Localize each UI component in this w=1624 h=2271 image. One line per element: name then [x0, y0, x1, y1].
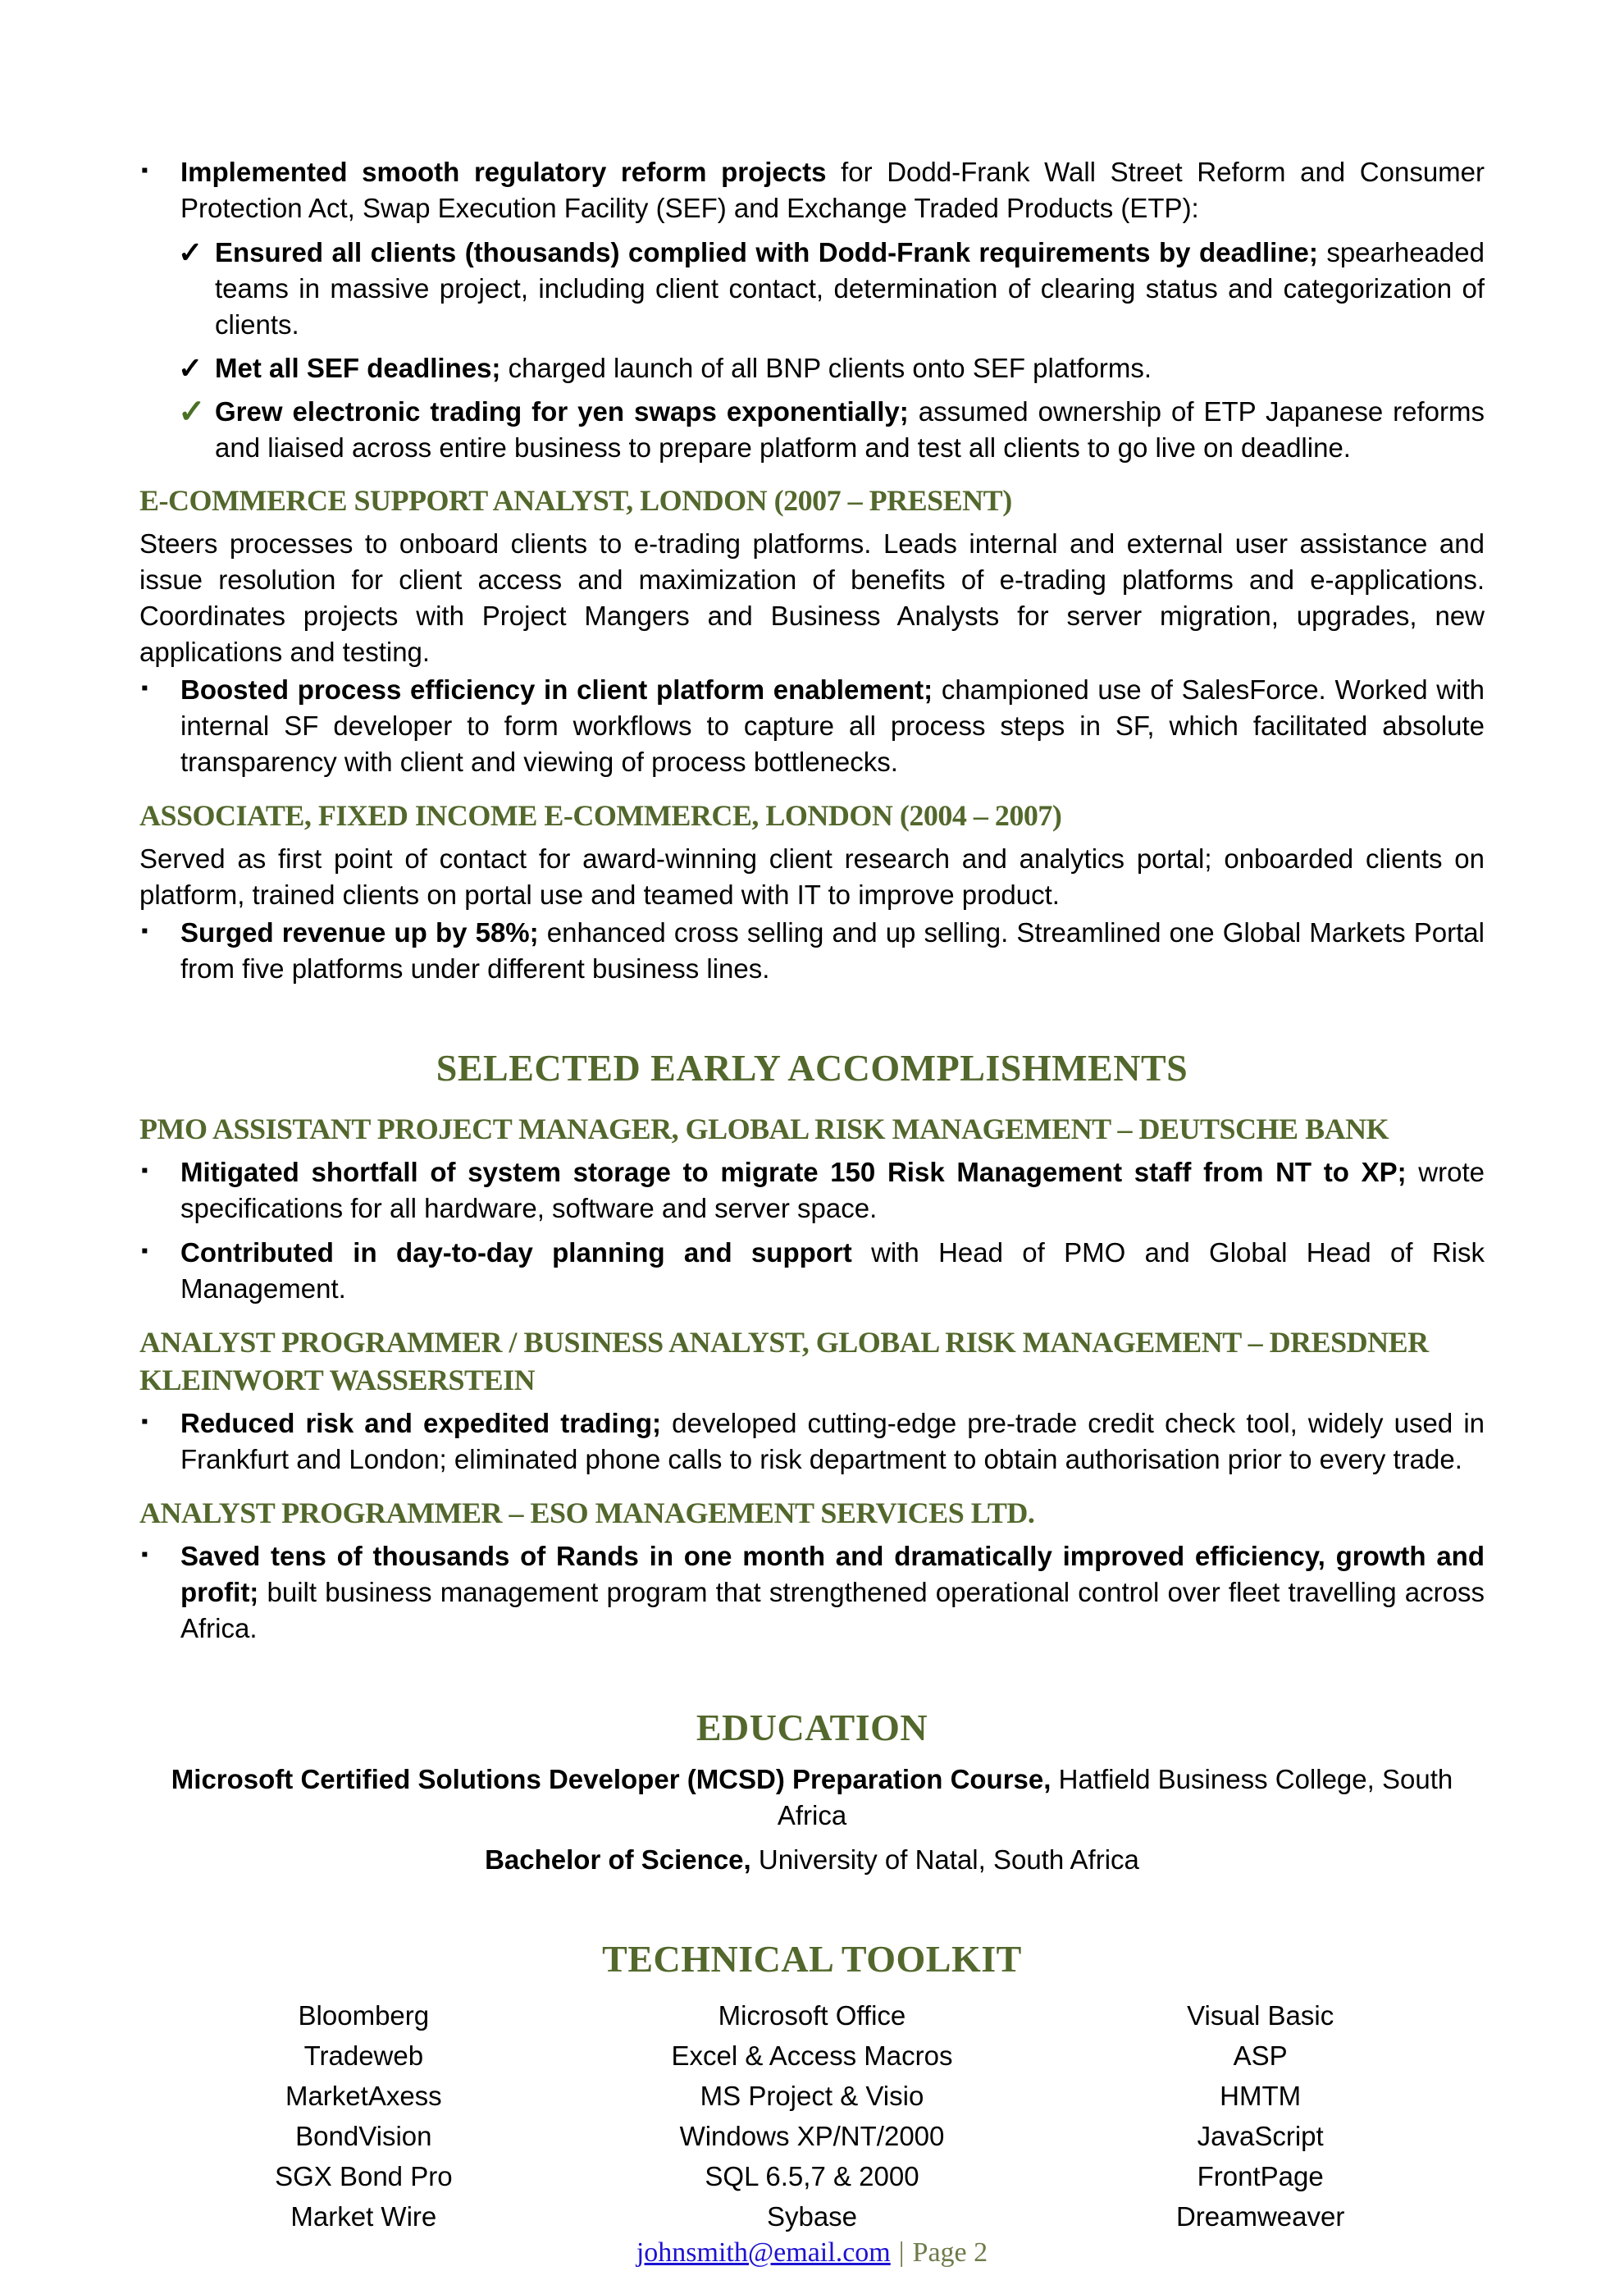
- bullet-lead: Boosted process efficiency in client platform enablement;: [180, 674, 933, 705]
- skill-cell: JavaScript: [1197, 2121, 1324, 2151]
- page-number: Page 2: [912, 2237, 988, 2268]
- skill-cell: Tradeweb: [303, 2040, 424, 2071]
- skills-grid: [139, 1998, 1485, 2235]
- bullet-square-icon: ▪: [141, 920, 148, 942]
- bullet-lead: Implemented smooth regulatory reform projects: [180, 157, 827, 187]
- bullet-square-icon: ▪: [141, 1410, 148, 1433]
- footer-separator: |: [898, 2237, 905, 2268]
- bullet-rest: for Dodd-Frank Wall Street Reform and Consumer Protection Act, Swap Execution Facility (SEF) and Exchange Traded Products (ETP):: [180, 157, 1485, 223]
- skill-cell: Dreamweaver: [1175, 2201, 1345, 2232]
- skill-cell: MS Project & Visio: [700, 2081, 924, 2111]
- check-bullet-dodd-frank: [178, 235, 1485, 343]
- check-icon: ✓: [178, 351, 203, 385]
- check-lead: Grew electronic trading for yen swaps exponentially;: [215, 396, 909, 427]
- education-school: Hatfield Business College, South Africa: [777, 1764, 1453, 1830]
- skill-cell: Microsoft Office: [718, 2000, 906, 2031]
- education-degree: Microsoft Certified Solutions Developer (MCSD) Preparation Course,: [171, 1764, 1051, 1794]
- bullet-rest: championed use of SalesForce. Worked with internal SF developer to form workflows to capture all process steps in SF, which facilitated absolute transparency with client and viewing of process bottlenecks.: [180, 674, 1485, 777]
- bullet-rest: developed cutting-edge pre-trade credit check tool, widely used in Frankfurt and London; eliminated phone calls to risk department to obtain authorisation prior to every trade.: [180, 1408, 1485, 1474]
- skill-cell: Sybase: [766, 2201, 858, 2232]
- bullet-square-icon: ▪: [141, 1240, 148, 1262]
- achievement-bullet-salesforce: [139, 672, 1485, 780]
- check-lead: Met all SEF deadlines;: [215, 353, 501, 383]
- check-icon: ✓: [178, 235, 203, 269]
- achievement-bullet-regulatory: [139, 154, 1485, 226]
- check-icon-green: ✓: [178, 394, 206, 430]
- email-link[interactable]: johnsmith@email.com: [636, 2237, 891, 2268]
- check-rest: assumed ownership of ETP Japanese reforms and liaised across entire business to prepare platform and test all clients to go live on deadline.: [215, 396, 1485, 463]
- section-title-education: EDUCATION: [696, 1707, 928, 1748]
- achievement-bullet-saved-rands: [139, 1538, 1485, 1647]
- job-heading-pmo-deutsche-bank: PMO ASSISTANT PROJECT MANAGER, GLOBAL RISK MANAGEMENT – DEUTSCHE BANK: [139, 1113, 1389, 1145]
- check-rest: charged launch of all BNP clients onto SEF platforms.: [500, 353, 1152, 383]
- bullet-square-icon: ▪: [141, 159, 148, 181]
- education-item-mcsd: [139, 1762, 1485, 1834]
- skill-cell: ASP: [1233, 2040, 1288, 2071]
- education-degree: Bachelor of Science,: [485, 1844, 751, 1875]
- skill-cell: SGX Bond Pro: [275, 2161, 453, 2191]
- bullet-rest: wrote specifications for all hardware, software and server space.: [180, 1157, 1485, 1223]
- skill-cell: Bloomberg: [298, 2000, 430, 2031]
- achievement-bullet-planning: [139, 1235, 1485, 1307]
- job-heading-ecommerce-support: E-COMMERCE SUPPORT ANALYST, LONDON (2007 – PRESENT): [139, 484, 1012, 517]
- section-title-early-accomplishments: SELECTED EARLY ACCOMPLISHMENTS: [436, 1047, 1188, 1089]
- skill-cell: HMTM: [1220, 2081, 1302, 2111]
- check-bullet-yen-swaps: [178, 394, 1485, 466]
- job-summary: Steers processes to onboard clients to e-trading platforms. Leads internal and external user assistance and issue resolution for client access and maximization of benefits of e-trading platforms and e-applications. Coordinates projects with Project Mangers and Business Analysts for server migration, upgrades, new applications and testing.: [139, 528, 1485, 667]
- skill-cell: Windows XP/NT/2000: [679, 2121, 945, 2151]
- bullet-lead: Saved tens of thousands of Rands in one month and dramatically improved efficiency, growth and profit;: [180, 1541, 1485, 1607]
- section-title-technical-toolkit: TECHNICAL TOOLKIT: [602, 1938, 1022, 1980]
- education-school: University of Natal, South Africa: [750, 1844, 1139, 1875]
- skill-cell: BondVision: [295, 2121, 432, 2151]
- job-summary: Served as first point of contact for award-winning client research and analytics portal; onboarded clients on platform, trained clients on portal use and teamed with IT to improve product.: [139, 843, 1485, 910]
- bullet-rest: enhanced cross selling and up selling. Streamlined one Global Markets Portal from five platforms under different business lines.: [180, 917, 1485, 984]
- education-item-bsc: [139, 1842, 1485, 1878]
- job-heading-associate-fixed-income: ASSOCIATE, FIXED INCOME E-COMMERCE, LONDON (2004 – 2007): [139, 799, 1062, 832]
- check-rest: spearheaded teams in massive project, including client contact, determination of clearing status and categorization of clients.: [215, 237, 1485, 340]
- skill-cell: MarketAxess: [285, 2081, 442, 2111]
- bullet-square-icon: ▪: [141, 1159, 148, 1181]
- bullet-lead: Reduced risk and expedited trading;: [180, 1408, 662, 1438]
- job-heading-dresdner-kleinwort: ANALYST PROGRAMMER / BUSINESS ANALYST, GLOBAL RISK MANAGEMENT – DRESDNER KLEINWORT WASSERSTEIN: [139, 1326, 1429, 1396]
- bullet-rest: with Head of PMO and Global Head of Risk Management.: [180, 1237, 1485, 1304]
- job-heading-eso-management: ANALYST PROGRAMMER – ESO MANAGEMENT SERVICES LTD.: [139, 1496, 1035, 1529]
- skill-cell: SQL 6.5,7 & 2000: [705, 2161, 919, 2191]
- achievement-bullet-revenue: [139, 915, 1485, 987]
- bullet-lead: Contributed in day-to-day planning and support: [180, 1237, 852, 1268]
- bullet-rest: built business management program that strengthened operational control over fleet travelling across Africa.: [180, 1577, 1485, 1643]
- skill-cell: Excel & Access Macros: [671, 2040, 953, 2071]
- bullet-lead: Surged revenue up by 58%;: [180, 917, 539, 948]
- achievement-bullet-credit-check: [139, 1405, 1485, 1478]
- page-footer: [139, 2235, 1485, 2271]
- bullet-square-icon: ▪: [141, 1543, 148, 1565]
- bullet-lead: Mitigated shortfall of system storage to migrate 150 Risk Management staff from NT to XP;: [180, 1157, 1407, 1187]
- bullet-square-icon: ▪: [141, 677, 148, 699]
- skill-cell: FrontPage: [1197, 2161, 1324, 2191]
- check-bullet-sef-deadlines: [178, 350, 1485, 386]
- skill-cell: Visual Basic: [1187, 2000, 1334, 2031]
- achievement-bullet-storage: [139, 1154, 1485, 1227]
- check-lead: Ensured all clients (thousands) complied with Dodd-Frank requirements by deadline;: [215, 237, 1318, 267]
- skill-cell: Market Wire: [290, 2201, 437, 2232]
